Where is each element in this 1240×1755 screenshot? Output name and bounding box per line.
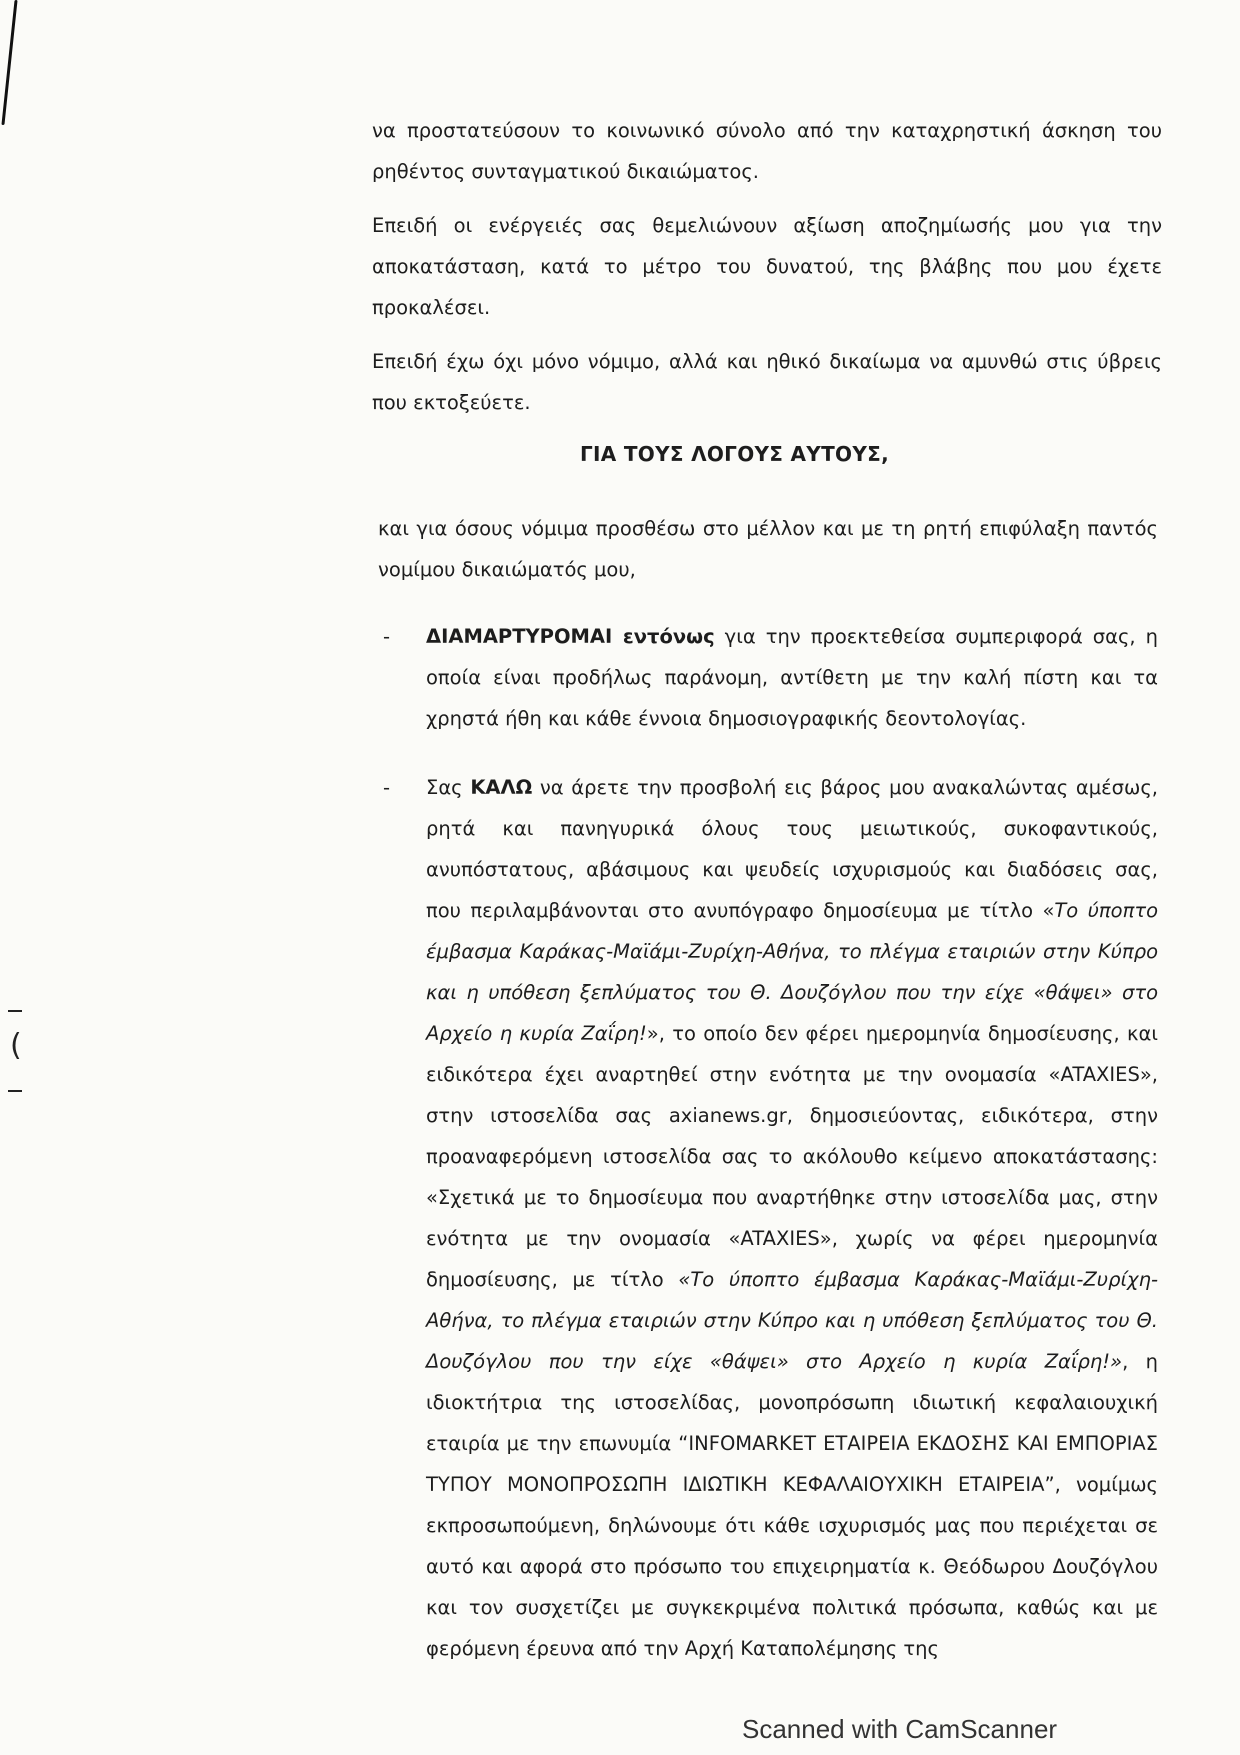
paragraph-intro-1: να προστατεύσουν το κοινωνικό σύνολο από την καταχρηστική άσκηση του ρηθέντος συνταγματικού δικαιώματος.: [372, 119, 1162, 183]
intro-section: [372, 110, 1162, 436]
paragraph-intro-3: Επειδή έχω όχι μόνο νόμιμο, αλλά και ηθικό δικαίωμα να αμυνθώ στις ύβρεις που εκτοξεύετε.: [372, 350, 1162, 414]
bullet-protest: [378, 616, 1158, 739]
bullet-dash: -: [383, 776, 391, 799]
preamble-paragraph: και για όσους νόμιμα προσθέσω στο μέλλον και με τη ρητή επιφύλαξη παντός νομίμου δικαιώματός μου,: [378, 517, 1158, 581]
text-run: », το οποίο δεν φέρει ημερομηνία δημοσίευσης, και ειδικότερα έχει αναρτηθεί στην ενότητα με την ονομασία «ATAXIES», στην ιστοσελίδα σας axianews.gr, δημοσιεύοντας, ειδικότερα, στην προαναφερόμενη ιστοσελίδα σας το ακόλουθο κείμενο αποκατάστασης: «Σχετικά με το δημοσίευμα που αναρτήθηκε στην ιστοσελίδα μας, στην ενότητα με την ονομασία «ATAXIES», χωρίς να φέρει ημερομηνία δημοσίευσης, με τίτλο: [426, 1022, 1158, 1291]
bold-phrase: ΚΑΛΩ: [470, 776, 533, 799]
paragraph-intro-2: Επειδή οι ενέργειές σας θεμελιώνουν αξίωση αποζημίωσής μου για την αποκατάσταση, κατά το μέτρο του δυνατού, της βλάβης που μου έχετε προκαλέσει.: [372, 214, 1162, 319]
article-title: Το ύποπτο έμβασμα Καράκας-Μαϊάμι-Ζυρίχη-Αθήνα, το πλέγμα εταιριών στην Κύπρο και η υπόθεση ξεπλύματος του Θ. Δουζόγλου που την είχε «θάψει» στο Αρχείο η κυρία Ζαΐρη!: [426, 899, 1158, 1045]
article-title: «Το ύποπτο έμβασμα Καράκας-Μαϊάμι-Ζυρίχη-Αθήνα, το πλέγμα εταιριών στην Κύπρο και η υπόθεση ξεπλύματος του Θ. Δουζόγλου που την είχε «θάψει» στο Αρχείο η κυρία Ζαΐρη!»: [426, 1268, 1158, 1373]
bullet-text: [426, 776, 1158, 1660]
bullet-dash: -: [383, 625, 391, 648]
scanner-watermark: Scanned with CamScanner: [742, 1714, 1058, 1744]
scan-edge-mark: [8, 1090, 22, 1092]
bullet-text: [426, 625, 1158, 730]
bullet-demand: [378, 767, 1158, 1669]
scan-edge-mark: [8, 1010, 22, 1012]
scan-edge-line: [1, 0, 17, 125]
bold-phrase: ΔΙΑΜΑΡΤΥΡΟΜΑΙ εντόνως: [426, 625, 715, 648]
text-run: να άρετε την προσβολή εις βάρος μου ανακαλώντας αμέσως, ρητά και πανηγυρικά όλους τους μειωτικούς, συκοφαντικούς, ανυπόστατους, αβάσιμους και ψευδείς ισχυρισμούς και διαδόσεις σας, που περιλαμβάνονται στο ανυπόγραφο δημοσίευμα με τίτλο «: [426, 776, 1158, 922]
claims-section: [378, 508, 1158, 1697]
text-run: Σας: [426, 776, 471, 799]
section-heading: ΓΙΑ ΤΟΥΣ ΛΟΓΟΥΣ ΑΥΤΟΥΣ,: [580, 442, 889, 466]
bullet-body: για την προεκτεθείσα συμπεριφορά σας, η οποία είναι προδήλως παράνομη, αντίθετη με την καλή πίστη και τα χρηστά ήθη και κάθε έννοια δημοσιογραφικής δεοντολογίας.: [426, 625, 1158, 730]
text-run: , η ιδιοκτήτρια της ιστοσελίδας, μονοπρόσωπη ιδιωτική κεφαλαιουχική εταιρία με την επωνυμία “INFOMARKET ΕΤΑΙΡΕΙΑ ΕΚΔΟΣΗΣ ΚΑΙ ΕΜΠΟΡΙΑΣ ΤΥΠΟΥ ΜΟΝΟΠΡΟΣΩΠΗ ΙΔΙΩΤΙΚΗ ΚΕΦΑΛΑΙΟΥΧΙΚΗ ΕΤΑΙΡΕΙΑ”, νομίμως εκπροσωπούμενη, δηλώνουμε ότι κάθε ισχυρισμός μας που περιέχεται σε αυτό και αφορά στο πρόσωπο του επιχειρηματία κ. Θεόδωρου Δουζόγλου και τον συσχετίζει με συγκεκριμένα πολιτικά πρόσωπα, καθώς και με φερόμενη έρευνα από την Αρχή Καταπολέμησης της: [426, 1350, 1158, 1660]
scan-edge-bracket: (: [10, 1028, 22, 1063]
